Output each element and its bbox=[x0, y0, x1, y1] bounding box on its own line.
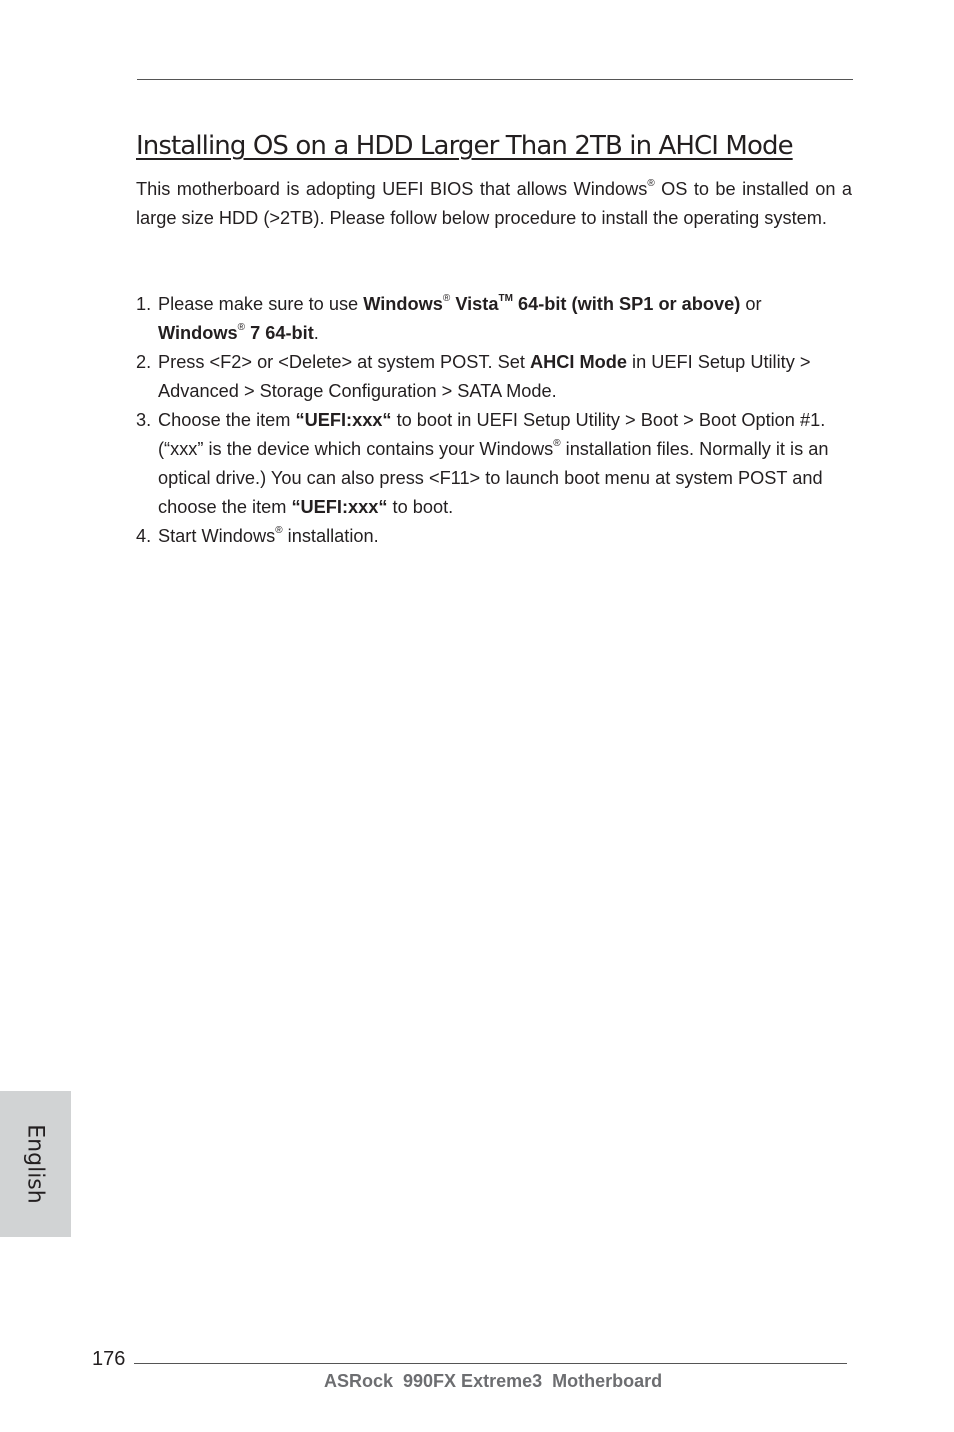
page-number: 176 bbox=[92, 1348, 126, 1370]
registered-mark: ® bbox=[442, 293, 451, 304]
step-bold-text: 7 64-bit bbox=[245, 323, 314, 343]
step-number: 4. bbox=[136, 526, 152, 546]
step-text: to boot in UEFI Setup Utility > Boot > Boot Option #1. (“xxx” is the device which contains your Windows bbox=[158, 410, 826, 459]
registered-mark: ® bbox=[275, 525, 283, 536]
step-text: installation files. Normally it is an optical drive.) You can also press <F11> to launch boot menu at system POST and choose the item bbox=[158, 439, 829, 517]
step-bold-text: Windows bbox=[158, 323, 238, 343]
header-rule bbox=[137, 79, 853, 80]
step-item bbox=[136, 522, 866, 551]
step-text: to boot. bbox=[387, 497, 454, 517]
steps-list bbox=[136, 290, 866, 551]
step-bold-text: AHCI Mode bbox=[530, 352, 627, 372]
step-text: installation. bbox=[282, 526, 379, 546]
step-number: 2. bbox=[136, 352, 152, 372]
step-item bbox=[136, 348, 866, 406]
intro-text-1: This motherboard is adopting UEFI BIOS that allows Windows bbox=[136, 179, 648, 199]
intro-text-2: OS to be installed on a large size HDD (>2TB). Please follow below procedure to install the operating system. bbox=[136, 179, 852, 228]
step-text: Choose the item bbox=[158, 410, 296, 430]
step-number: 1. bbox=[136, 294, 152, 314]
step-number: 3. bbox=[136, 410, 152, 430]
section-title: Installing OS on a HDD Larger Than 2TB in AHCI Mode bbox=[136, 131, 793, 161]
step-bold-text: “UEFI:xxx“ bbox=[291, 497, 388, 517]
step-bold-text: 64-bit (with SP1 or above) bbox=[512, 294, 741, 314]
step-bold-text: “UEFI:xxx“ bbox=[295, 410, 392, 430]
step-text: in UEFI Setup Utility > Advanced > Storage Configuration > SATA Mode. bbox=[158, 352, 811, 401]
step-bold-text: Vista bbox=[450, 294, 499, 314]
trademark-mark: TM bbox=[498, 293, 513, 304]
intro-paragraph bbox=[136, 175, 852, 233]
step-text: Press <F2> or <Delete> at system POST. Set bbox=[158, 352, 530, 372]
footer-rule bbox=[134, 1363, 847, 1364]
registered-mark: ® bbox=[647, 178, 655, 189]
step-item bbox=[136, 290, 866, 348]
step-text: . bbox=[313, 323, 319, 343]
registered-mark: ® bbox=[553, 438, 561, 449]
language-side-tab bbox=[0, 1091, 71, 1237]
step-item bbox=[136, 406, 866, 522]
step-text: or bbox=[740, 294, 762, 314]
step-text: Please make sure to use bbox=[158, 294, 364, 314]
footer-product-name: ASRock 990FX Extreme3 Motherboard bbox=[324, 1371, 663, 1391]
step-bold-text: Windows bbox=[363, 294, 443, 314]
step-text: Start Windows bbox=[158, 526, 276, 546]
language-tab-label: English bbox=[22, 1124, 48, 1204]
registered-mark: ® bbox=[237, 322, 246, 333]
